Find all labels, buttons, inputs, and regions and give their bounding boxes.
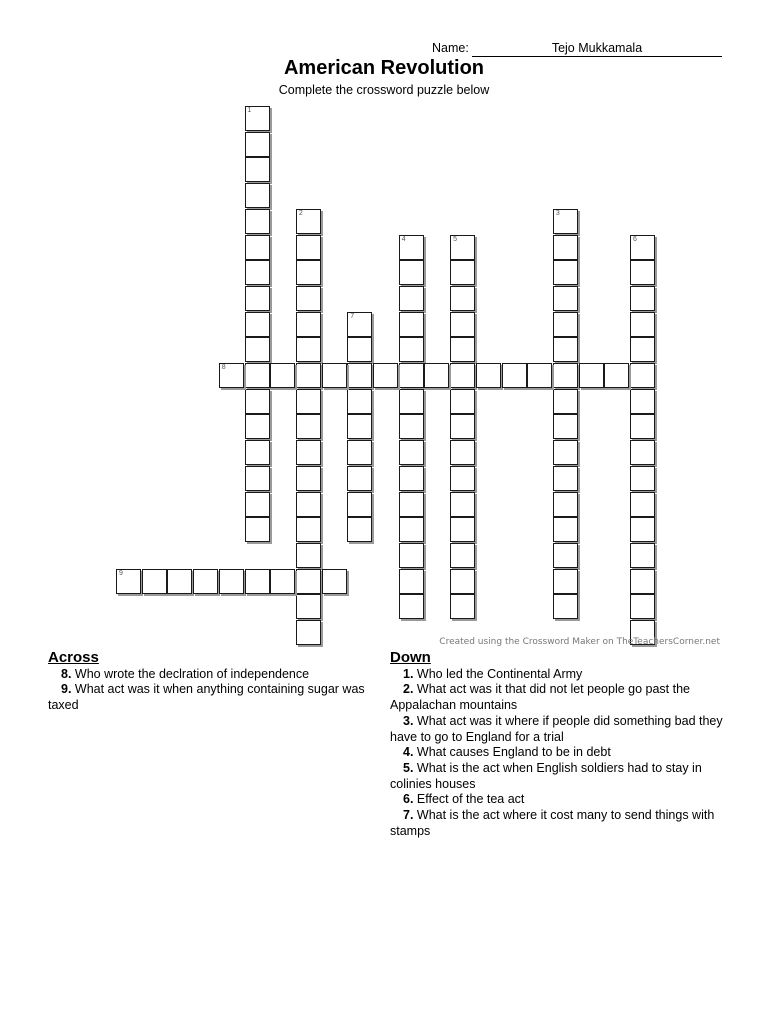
crossword-cell[interactable] [553, 389, 578, 414]
crossword-cell[interactable] [399, 466, 424, 491]
crossword-cell[interactable] [296, 363, 321, 388]
crossword-cell[interactable] [193, 569, 218, 594]
crossword-cell[interactable] [245, 440, 270, 465]
crossword-cell[interactable] [347, 414, 372, 439]
crossword-cell[interactable] [476, 363, 501, 388]
clue-text: Effect of the tea act [413, 792, 525, 807]
crossword-cell[interactable] [553, 492, 578, 517]
crossword-cell[interactable] [630, 260, 655, 285]
crossword-cell[interactable] [296, 492, 321, 517]
clue-number: 1. [403, 666, 414, 681]
crossword-cell[interactable] [296, 594, 321, 619]
crossword-cell[interactable] [553, 440, 578, 465]
crossword-cell[interactable] [630, 594, 655, 619]
down-clue-4 [390, 745, 725, 761]
crossword-cell[interactable] [296, 543, 321, 568]
crossword-cell[interactable] [399, 569, 424, 594]
crossword-cell[interactable] [296, 235, 321, 260]
crossword-cell[interactable] [399, 543, 424, 568]
crossword-cell[interactable] [450, 312, 475, 337]
crossword-cell[interactable] [296, 517, 321, 542]
crossword-cell[interactable] [296, 440, 321, 465]
across-heading: Across [48, 649, 99, 666]
clue-text: What act was it that did not let people go past the Appalachan mountains [390, 682, 690, 713]
name-label: Name: [432, 41, 469, 55]
cell-number: 2 [298, 209, 303, 217]
crossword-cell[interactable] [630, 543, 655, 568]
crossword-cell[interactable] [245, 466, 270, 491]
crossword-cell[interactable] [347, 312, 372, 337]
cell-number: 4 [401, 235, 406, 243]
crossword-cell[interactable] [347, 363, 372, 388]
down-clue-7 [390, 808, 725, 839]
across-clue-9 [48, 682, 368, 713]
crossword-cell[interactable] [142, 569, 167, 594]
crossword-cell[interactable] [245, 363, 270, 388]
crossword-cell[interactable] [322, 569, 347, 594]
cell-number: 5 [453, 235, 457, 243]
crossword-cell[interactable] [347, 517, 372, 542]
cell-number: 3 [555, 209, 560, 217]
crossword-cell[interactable] [630, 466, 655, 491]
clue-text: What act was it when anything containing sugar was taxed [48, 682, 365, 713]
crossword-cell[interactable] [553, 594, 578, 619]
crossword-cell[interactable] [116, 569, 141, 594]
crossword-cell[interactable] [245, 569, 270, 594]
clue-text: What causes England to be in debt [413, 745, 611, 760]
crossword-cell[interactable] [553, 363, 578, 388]
cell-number: 1 [247, 107, 252, 114]
down-clues [390, 650, 725, 839]
crossword-cell[interactable] [630, 235, 655, 260]
crossword-cell[interactable] [630, 569, 655, 594]
across-clue-8 [48, 667, 368, 683]
crossword-cell[interactable] [296, 414, 321, 439]
crossword-cell[interactable] [630, 440, 655, 465]
crossword-cell[interactable] [322, 363, 347, 388]
crossword-cell[interactable] [296, 209, 321, 234]
crossword-cell[interactable] [245, 235, 270, 260]
crossword-cell[interactable] [424, 363, 449, 388]
crossword-cell[interactable] [245, 286, 270, 311]
crossword-cell[interactable] [630, 492, 655, 517]
crossword-cell[interactable] [630, 337, 655, 362]
crossword-cell[interactable] [399, 414, 424, 439]
crossword-cell[interactable] [450, 543, 475, 568]
clue-number: 9. [61, 682, 72, 697]
crossword-cell[interactable] [450, 492, 475, 517]
clue-number: 3. [403, 713, 414, 728]
cell-number: 6 [633, 235, 637, 243]
crossword-cell[interactable] [399, 235, 424, 260]
crossword-cell[interactable] [399, 286, 424, 311]
crossword-cell[interactable] [296, 569, 321, 594]
clue-text: What is the act when English soldiers had to stay in colinies houses [390, 760, 702, 791]
crossword-cell[interactable] [245, 492, 270, 517]
crossword-cell[interactable] [450, 389, 475, 414]
crossword-cell[interactable] [553, 337, 578, 362]
clue-text: Who wrote the declration of independence [71, 666, 310, 681]
cell-number: 9 [119, 569, 123, 577]
crossword-cell[interactable] [630, 286, 655, 311]
crossword-cell[interactable] [347, 337, 372, 362]
crossword-cell[interactable] [245, 183, 270, 208]
crossword-cell[interactable] [296, 620, 321, 645]
crossword-cell[interactable] [270, 569, 295, 594]
crossword-cell[interactable] [630, 389, 655, 414]
crossword-cell[interactable] [245, 106, 270, 131]
crossword-cell[interactable] [399, 389, 424, 414]
crossword-cell[interactable] [553, 517, 578, 542]
page-subtitle: Complete the crossword puzzle below [278, 83, 490, 97]
crossword-cell[interactable] [347, 440, 372, 465]
crossword-cell[interactable] [450, 337, 475, 362]
crossword-cell[interactable] [604, 363, 629, 388]
crossword-cell[interactable] [399, 594, 424, 619]
cell-number: 7 [350, 312, 355, 320]
crossword-cell[interactable] [245, 337, 270, 362]
name-field[interactable]: Tejo Mukkamala [472, 41, 722, 57]
crossword-cell[interactable] [399, 492, 424, 517]
crossword-cell[interactable] [296, 260, 321, 285]
crossword-cell[interactable] [245, 389, 270, 414]
crossword-cell[interactable] [219, 569, 244, 594]
clue-number: 7. [403, 808, 414, 823]
clue-number: 5. [403, 760, 414, 775]
crossword-cell[interactable] [245, 414, 270, 439]
crossword-cell[interactable] [553, 235, 578, 260]
crossword-cell[interactable] [347, 466, 372, 491]
name-row [432, 41, 722, 57]
cell-number: 8 [221, 364, 226, 371]
crossword-cell[interactable] [553, 466, 578, 491]
crossword-cell[interactable] [296, 286, 321, 311]
crossword-cell[interactable] [245, 517, 270, 542]
clue-number: 2. [403, 682, 414, 697]
crossword-cell[interactable] [450, 517, 475, 542]
down-heading: Down [390, 649, 431, 666]
clue-number: 8. [61, 666, 72, 681]
crossword-cell[interactable] [245, 132, 270, 157]
crossword-cell[interactable] [245, 312, 270, 337]
down-clue-1 [390, 667, 725, 683]
crossword-cell[interactable] [450, 260, 475, 285]
crossword-cell[interactable] [347, 492, 372, 517]
crossword-cell[interactable] [450, 440, 475, 465]
crossword-cell[interactable] [553, 414, 578, 439]
across-clues [48, 650, 368, 714]
crossword-cell[interactable] [373, 363, 398, 388]
crossword-cell[interactable] [450, 286, 475, 311]
crossword-cell[interactable] [450, 594, 475, 619]
crossword-cell[interactable] [399, 363, 424, 388]
crossword-cell[interactable] [270, 363, 295, 388]
crossword-cell[interactable] [450, 466, 475, 491]
crossword-cell[interactable] [296, 466, 321, 491]
crossword-cell[interactable] [347, 389, 372, 414]
crossword-cell[interactable] [553, 312, 578, 337]
crossword-cell[interactable] [630, 414, 655, 439]
crossword-cell[interactable] [502, 363, 527, 388]
down-clue-5 [390, 761, 725, 792]
crossword-cell[interactable] [167, 569, 192, 594]
crossword-cell[interactable] [450, 363, 475, 388]
crossword-cell[interactable] [553, 209, 578, 234]
crossword-cell[interactable] [553, 543, 578, 568]
crossword-cell[interactable] [553, 286, 578, 311]
crossword-cell[interactable] [579, 363, 604, 388]
crossword-cell[interactable] [399, 337, 424, 362]
crossword-cell[interactable] [450, 414, 475, 439]
clue-text: What act was it where if people did something bad they have to go to England for a trial [390, 713, 723, 744]
crossword-cell[interactable] [245, 209, 270, 234]
crossword-cell[interactable] [296, 312, 321, 337]
crossword-cell[interactable] [450, 569, 475, 594]
down-clue-6 [390, 792, 725, 808]
clue-text: Who led the Continental Army [413, 666, 583, 681]
crossword-cell[interactable] [630, 363, 655, 388]
crossword-cell[interactable] [450, 235, 475, 260]
crossword-cell[interactable] [245, 260, 270, 285]
crossword-cell[interactable] [399, 517, 424, 542]
crossword-cell[interactable] [630, 312, 655, 337]
crossword-cell[interactable] [296, 337, 321, 362]
crossword-cell[interactable] [245, 157, 270, 182]
down-clue-2 [390, 682, 725, 713]
clue-number: 4. [403, 745, 414, 760]
crossword-cell[interactable] [527, 363, 552, 388]
page-title: American Revolution [283, 57, 485, 79]
crossword-cell[interactable] [399, 440, 424, 465]
crossword-cell[interactable] [399, 312, 424, 337]
clue-number: 6. [403, 792, 414, 807]
crossword-cell[interactable] [219, 363, 244, 388]
crossword-cell[interactable] [399, 260, 424, 285]
down-clue-3 [390, 714, 725, 745]
crossword-cell[interactable] [296, 389, 321, 414]
crossword-cell[interactable] [553, 569, 578, 594]
crossword-cell[interactable] [553, 260, 578, 285]
credit-text: Created using the Crossword Maker on TheTeachersCorner.net [439, 637, 720, 647]
crossword-cell[interactable] [630, 517, 655, 542]
clue-text: What is the act where it cost many to send things with stamps [390, 808, 715, 838]
